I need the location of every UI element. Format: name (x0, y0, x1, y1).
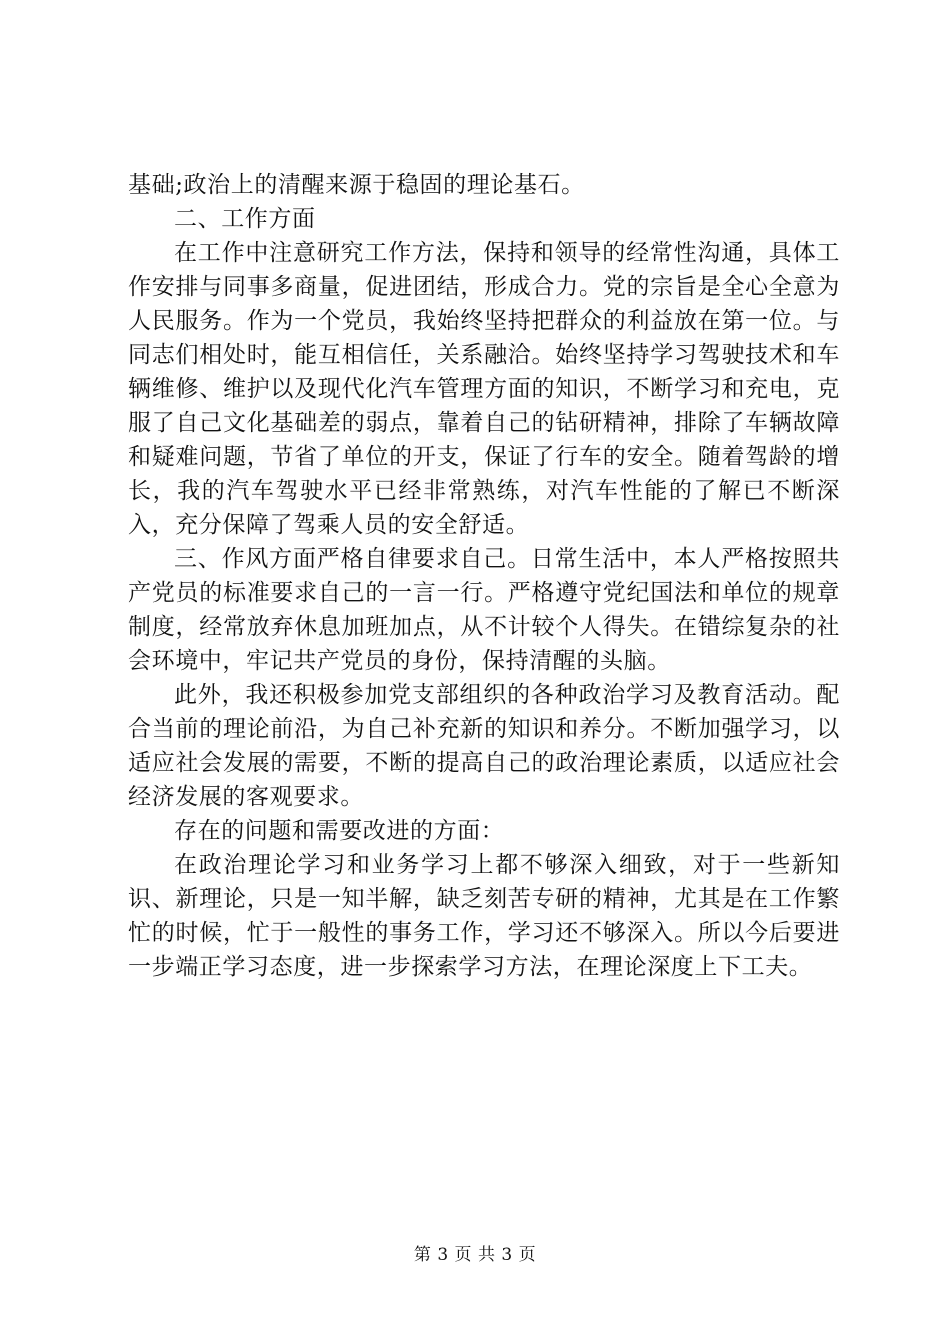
page-number-label: 第 3 页 共 3 页 (413, 1245, 537, 1265)
page-footer (0, 1244, 950, 1266)
section-heading-problems: 存在的问题和需要改进的方面： (174, 818, 505, 844)
paragraph-work: 在工作中注意研究工作方法，保持和领导的经常性沟通，具体工作安排与同事多商量，促进团结，形成合力。党的宗旨是全心全意为人民服务。作为一个党员，我始终坚持把群众的利益放在第一位。与同志们相处时，能互相信任，关系融洽。始终坚持学习驾驶技术和车辆维修、维护以及现代化汽车管理方面的知识，不断学习和充电，克服了自己文化基础差的弱点，靠着自己的钻研精神，排除了车辆故障和疑难问题，节省了单位的开支，保证了行车的安全。随着驾龄的增长，我的汽车驾驶水平已经非常熟练，对汽车性能的了解已不断深入，充分保障了驾乘人员的安全舒适。 (128, 240, 840, 538)
paragraph-conduct: 三、作风方面严格自律要求自己。日常生活中，本人严格按照共产党员的标准要求自己的一言一行。严格遵守党纪国法和单位的规章制度，经常放弃休息加班加点，从不计较个人得失。在错综复杂的社会环境中，牢记共产党员的身份，保持清醒的头脑。 (128, 546, 840, 674)
paragraph-continuation: 基础;政治上的清醒来源于稳固的理论基石。 (128, 172, 585, 198)
document-body (128, 168, 840, 984)
section-heading-work: 二、工作方面 (174, 206, 316, 232)
paragraph-additional: 此外，我还积极参加党支部组织的各种政治学习及教育活动。配合当前的理论前沿，为自己补充新的知识和养分。不断加强学习，以适应社会发展的需要，不断的提高自己的政治理论素质，以适应社会经济发展的客观要求。 (128, 682, 840, 810)
paragraph-problems: 在政治理论学习和业务学习上都不够深入细致，对于一些新知识、新理论，只是一知半解，缺乏刻苦专研的精神，尤其是在工作繁忙的时候，忙于一般性的事务工作，学习还不够深入。所以今后要进一步端正学习态度，进一步探索学习方法，在理论深度上下工夫。 (128, 852, 840, 980)
